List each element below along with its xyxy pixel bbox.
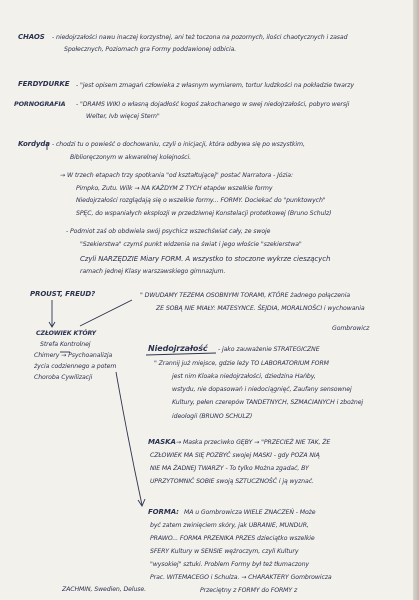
branch-line-3: Chimery → Psychoanalizja (34, 352, 113, 359)
forma-line-1: MA u Gombrowicza WIELE ZNACZEŃ - Może (184, 509, 316, 516)
forma-line-2: być zatem zwinięciem skóry, jak UBRANIE, MUNDUR, (150, 522, 309, 529)
kordyda-line-10: ramach jednej Klasy warszawskiego gimnazjum. (80, 268, 226, 275)
kordyda-line-5: Niedojrzałości rozglądają się o wszelkie formy... FORMY. Dociekać do "punktowych" (76, 197, 326, 204)
kordyda-line-9: Czyli NARZĘDZIE Miary FORM. A wszystko to stoczone wykrze cieszących (80, 255, 331, 263)
branch-line-1: CZŁOWIEK KTÓRY (36, 330, 97, 337)
kordyda-line-1: - chodzi tu o powieść o dochowaniu, czyli o inicjacji, która odbywa się po wszystkim, (52, 141, 305, 148)
maska-line-1: → Maska przeciwko GĘBY → "PRZECIEŻ NIE TAK, ŻE (176, 439, 331, 446)
kordyda-line-8: "Szekierstwa" czymś punkt widzenia na świat i jego włoście "szekierstwa" (80, 241, 302, 248)
forma-line-3: PRAWO... FORMA PRZENIKA PRZES dzieciątko wszelkie (150, 535, 315, 542)
heading-maska: MASKA (148, 438, 176, 446)
heading-kordyda: Kordyda (18, 140, 50, 148)
ferdydurke-line-1: - "jest opisem zmagań człowieka z własnym wymiarem, tortur ludzkości na pokładzie twarzy (76, 82, 354, 89)
forma-line-5: "wysokiej" sztuki. Problem Formy był też tłumaczony (150, 561, 309, 568)
proust-signature: Gombrowicz (332, 325, 370, 332)
heading-proust-freud: PROUST, FREUD? (30, 290, 96, 298)
pornografia-line-2: Welter, Ivb więcej Stern" (86, 113, 160, 120)
maska-line-2: CZŁOWIEK MA SIĘ POZBYĆ swojej MASKI - gdy POZA NIĄ (150, 452, 320, 459)
heading-forma: FORMA: (148, 508, 179, 516)
kordyda-line-7: - Podmiot zaś ob obdwiela swój psychicz wszechświat cały, ze swoje (66, 228, 271, 235)
heading-niedojrzalosc: Niedojrzałość (148, 344, 208, 353)
branch-line-2: Strefa Kontrolnej (40, 341, 91, 348)
forma-line-4: SFERY Kultury w SENSIE wężroczym, czyli Kultury (150, 548, 299, 555)
branch-line-5: Choroba Cywilizacji (34, 374, 93, 381)
niedojrzalosc-line-4: wstydu, nie dopasowań i niedociągnięć, Zaufany sensownej (172, 386, 352, 393)
maska-line-3: NIE MA ŻADNEJ TWARZY - To tylko Można zgadać, BY (150, 465, 309, 472)
page-edge (413, 0, 419, 600)
chaos-line-2: Społecznych, Poziomach gra Formy poddawionej odbicia. (64, 46, 237, 53)
niedojrzalosc-line-6: ideologii (BRUNO SCHULZ) (172, 413, 253, 420)
proust-line-2: ZE SOBĄ NIE MIAŁY: MATESYNCE. ŚEJDIA, MORALNOŚCI i wychowania (156, 305, 365, 312)
chaos-line-1: - niedojrzałości nawu inaczej korzystnej, ani też toczona na pozornych, ilości chaotycznych i zasad (52, 34, 348, 41)
kordyda-line-2: Biblioręczonym w akwarelnej kolejności. (70, 154, 191, 161)
heading-ferdydurke: FERDYDURKE (18, 80, 70, 88)
niedojrzalosc-line-5: Kultury, pełen czerepów TANDETNYCH, SZMACIANYCH i zbożnej (172, 399, 364, 406)
kordyda-line-3: → W trzech etapach trzy spotkania "od kształtującej" postać Narratora - Józia: (60, 172, 293, 179)
heading-chaos: CHAOS (18, 33, 45, 41)
niedojrzalosc-line-1: - jako zauważenie STRATEGICZNE (218, 346, 320, 353)
heading-pornografia: PORNOGRAFIA (14, 100, 66, 108)
maska-line-4: UPRZYTOMNIĆ SOBIE swoją SZTUCZNOŚĆ i ją wyznać. (150, 478, 314, 485)
pornografia-line-1: - "DRAMS WIKI o własną dojadłość kogoś zakochanego w swej niedojrzałości, pobyro wersji (76, 101, 350, 108)
niedojrzalosc-line-3: jest nim Kloaka niedojrzałości, dziedzina Hańby, (172, 373, 316, 380)
proust-line-1: " DWUDAMY TEZEMA OSOBNYMI TORAMI, KTÓRE żadnego połączenia (140, 292, 351, 299)
forma-line-6: Prac. WITEMACEGO i Schulza. → CHARAKTERY Gombrowicza (150, 574, 332, 581)
kordyda-line-4: Pimpko, Zutu. Wilk → NA KAŻDYM Z TYCH etapów wszelkie formy (76, 185, 273, 192)
kordyda-line-6: SPĘC, do wspaniałych eksplozji w przedziwnej Konstelacji protetkowej (Bruno Schulz) (76, 210, 332, 217)
branch-line-4: życia codziennego a potem (34, 363, 117, 370)
niedojrzalosc-line-2: " Zrannij już miejsce, gdzie leży TO LABORATORIUM FORM (154, 360, 329, 367)
forma-line-7: Przeciętny z FORMY do FORMY z (200, 587, 298, 594)
footnote-names: ZACHMIN, Swedien, Deluse. (62, 586, 146, 593)
